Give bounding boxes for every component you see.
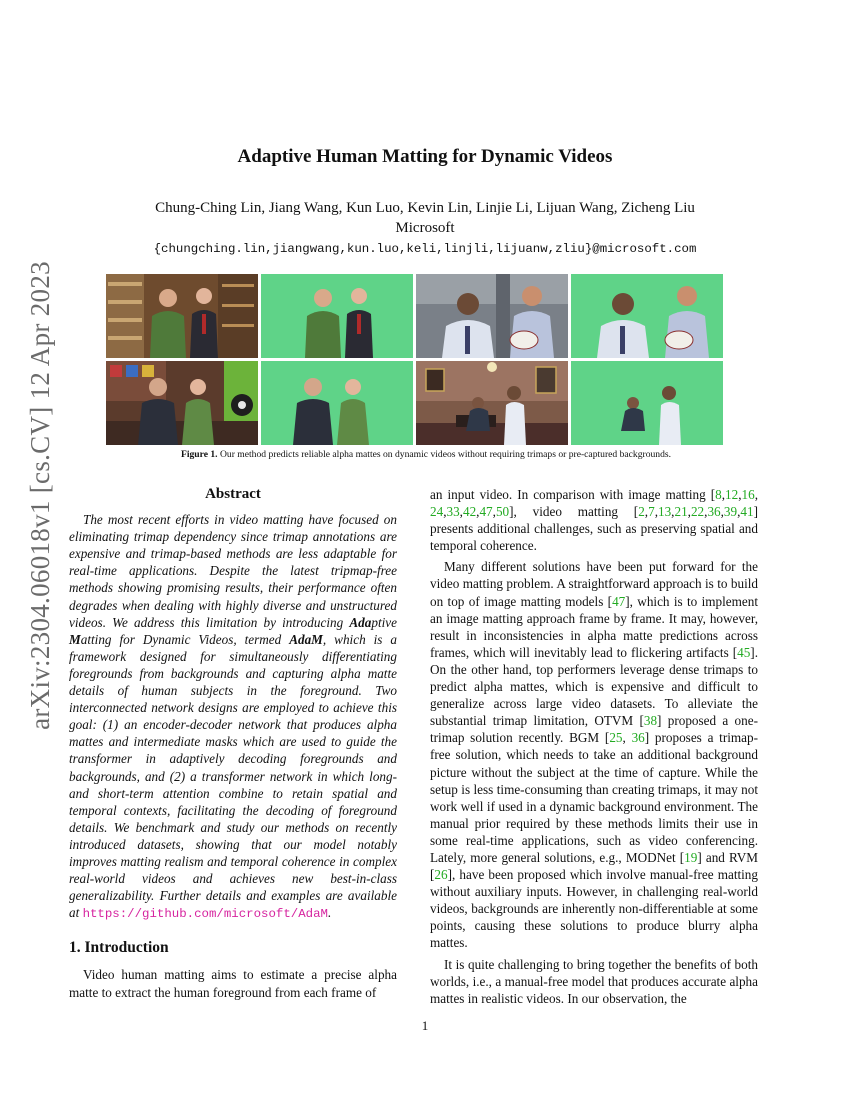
citation[interactable]: 38 [643, 713, 658, 729]
intro-paragraph-3: It is quite challenging to bring together the benefits of both worlds, i.e., a manual-free model that produces accurate alpha mattes in realistic videos. In our observation, the [430, 956, 758, 1006]
figure-1-caption [106, 449, 746, 460]
figure-image-football-original [416, 274, 568, 358]
page-number: 1 [421, 1018, 429, 1033]
citation[interactable]: 8 [715, 487, 722, 502]
paper-title: Adaptive Human Matting for Dynamic Videos [237, 146, 613, 167]
citation[interactable]: 33 [446, 504, 460, 520]
citation[interactable]: 39 [723, 504, 738, 520]
citation[interactable]: 16 [741, 487, 755, 502]
figure-image-records-original [106, 361, 258, 445]
figure-caption-text: Our method predicts reliable alpha mattes on dynamic videos without requiring trimaps or pre-captured backgrounds. [217, 449, 672, 460]
citation[interactable]: 12 [725, 487, 739, 502]
figure-1-grid [106, 274, 746, 446]
citation[interactable]: 47 [479, 504, 493, 520]
right-column [430, 486, 758, 1007]
introduction-heading: 1. Introduction [69, 939, 169, 957]
citation[interactable]: 24 [430, 504, 444, 520]
citation[interactable]: 47 [612, 593, 626, 609]
arxiv-stamp [18, 261, 62, 730]
citation[interactable]: 50 [495, 504, 510, 520]
intro-paragraph-1-cont: an input video. In comparison with image matting [8,12,16, 24,33,42,47,50], video matting [2,7,13,21,22,36,39,41] presents additional challenges, such as preserving spatial and temporal coherence. [430, 487, 758, 554]
abstract-text: The most recent efforts in video matting have focused on eliminating trimap dependency since trimap annotations are expensive and trimap-based methods are less adaptable for real-time applications. Despite the latest tripmap-free methods showing promising results, their performance often degrades when dealing with highly diverse and unstructured videos. We address this limitation by introducing Adaptive Matting for Dynamic Videos, termed AdaM, which is a framework designed for simultaneously differentiating foregrounds from backgrounds and capturing alpha matte details of human subjects in the foreground. Two interconnected network designs are employed to achieve this goal: (1) an encoder-decoder network that produces alpha mattes and intermediate masks which are used to guide the transformer in adaptively decoding foregrounds and backgrounds, and (2) a transformer network in which long- and short-term attention combine to retain spatial and temporal contexts, facilitating the decoding of foreground details. We benchmark and study our methods on recently introduced datasets, showing that our model notably improves matting realism and temporal coherence in complex real-world videos and achieves new best-in-class generalizability. Further details and examples are available at https://github.com/microsoft/AdaM. [69, 512, 397, 922]
citation[interactable]: 21 [674, 504, 688, 520]
author-list: Chung-Ching Lin, Jiang Wang, Kun Luo, Kevin Lin, Linjie Li, Lijuan Wang, Zicheng Liu [155, 200, 695, 216]
citation[interactable]: 45 [737, 644, 751, 660]
left-column [69, 486, 397, 1001]
citation[interactable]: 36 [707, 504, 721, 520]
figure-image-shop-matte [261, 274, 413, 358]
citation[interactable]: 36 [631, 730, 645, 746]
citation[interactable]: 42 [462, 504, 477, 520]
citation[interactable]: 7 [648, 504, 655, 520]
citation[interactable]: 25 [609, 730, 623, 746]
intro-paragraph-2: Many different solutions have been put forward for the video matting problem. A straightforward approach is to build on top of image matting models [47], which is to implement an image matting approach frame by frame. It may, however, result in inconsistencies in alpha matte predictions across frames, which will inevitably lead to flickering artifacts [45]. On the other hand, top performers leverage dense trimaps to predict alpha mattes, which is expensive and difficult to generalize across large video datasets. To alleviate the substantial trimap limitation, OTVM [38] proposed a one-trimap solution recently. BGM [25, 36] proposes a trimap-free solution, which needs to take an additional background picture without the subject at the time of capture. While the setup is less time-consuming than creating trimaps, it may not work well if used in a dynamic background environment. The manual prior required by these methods limits their use in some real-time applications, such as video conferencing. Lately, more general solutions, e.g., MODNet [19] and RVM [26], have been proposed which involve manual-free matting without auxiliary inputs. However, in challenging real-world videos, backgrounds are inherently non-differentiable at some points, causing these solutions to produce blurry alpha mattes. [430, 559, 759, 951]
citation[interactable]: 41 [740, 504, 754, 520]
abstract-heading: Abstract [205, 486, 261, 502]
author-emails: {chungching.lin,jiangwang,kun.luo,keli,linjli,lijuanw,zliu}@microsoft.com [153, 242, 697, 256]
figure-image-records-matte [261, 361, 413, 445]
arxiv-id: arXiv:2304.06018v1 [cs.CV] 12 Apr 2023 [24, 261, 55, 730]
citation[interactable]: 13 [657, 504, 672, 520]
intro-paragraph-1: Video human matting aims to estimate a precise alpha matte to extract the human foreground from each frame of [69, 967, 397, 1000]
citation[interactable]: 19 [684, 849, 698, 865]
figure-image-shop-original [106, 274, 258, 358]
citation[interactable]: 2 [638, 504, 645, 520]
figure-image-room-original [416, 361, 568, 445]
citation[interactable]: 26 [434, 867, 448, 883]
code-link[interactable]: https://github.com/microsoft/AdaM [82, 907, 328, 922]
affiliation: Microsoft [395, 220, 455, 236]
figure-image-football-matte [571, 274, 723, 358]
figure-image-room-matte [571, 361, 723, 445]
citation[interactable]: 22 [690, 504, 705, 520]
figure-caption-label: Figure 1. [180, 449, 218, 460]
